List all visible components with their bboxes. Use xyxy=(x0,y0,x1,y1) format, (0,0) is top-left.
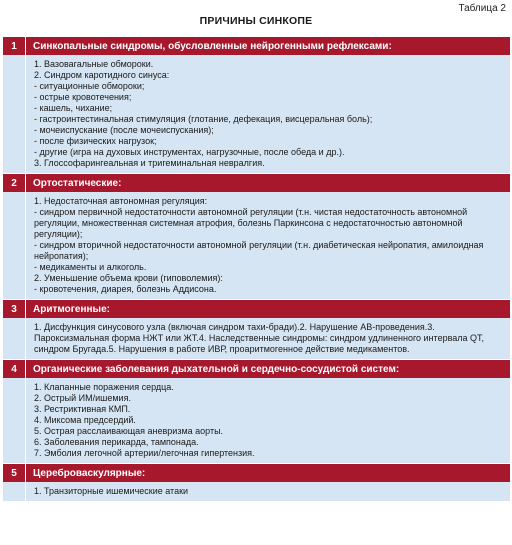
section-line: - синдром первичной недостаточности автономной регуляции (т.н. чистая недостаточность автономной регуляции, множественная системная атрофия, болезнь Паркинсона с недостаточностью автономной регуляции); xyxy=(34,207,468,239)
section-line: - другие (игра на духовых инструментах, нагрузочные, после обеда и др.). xyxy=(34,147,345,157)
section-title: Аритмогенные: xyxy=(33,303,110,315)
section-title: Ортостатические: xyxy=(33,177,122,189)
section-line: 2. Уменьшение объема крови (гиповолемия): xyxy=(34,273,223,283)
section-body xyxy=(3,192,510,299)
section-line: - после физических нагрузок; xyxy=(34,136,157,146)
section-number: 4 xyxy=(3,360,26,378)
section-header xyxy=(3,36,510,55)
section-line: 1. Вазовагальные обмороки. xyxy=(34,59,154,69)
table-title: ПРИЧИНЫ СИНКОПЕ xyxy=(199,15,313,27)
section-line: - кашель, чихание; xyxy=(34,103,113,113)
section-header xyxy=(3,359,510,378)
section-body-gutter xyxy=(3,318,26,359)
section-body xyxy=(3,482,510,501)
section-header xyxy=(3,463,510,482)
section-line: 5. Острая расслаивающая аневризма аорты. xyxy=(34,426,224,436)
section-line: 2. Синдром каротидного синуса: xyxy=(34,70,170,80)
section-line: 6. Заболевания перикарда, тампонада. xyxy=(34,437,199,447)
section-title: Синкопальные синдромы, обусловленные нейрогенными рефлексами: xyxy=(33,40,392,52)
section-line: 3. Рестриктивная КМП. xyxy=(34,404,131,414)
section-body-gutter xyxy=(3,482,26,501)
section-body-gutter xyxy=(3,55,26,173)
section-body xyxy=(3,378,510,463)
section-body-text xyxy=(26,482,510,501)
table-number-label: Таблица 2 xyxy=(458,3,506,14)
section-body-text xyxy=(26,55,510,173)
section-body-text xyxy=(26,378,510,463)
section-line: 2. Острый ИМ/ишемия. xyxy=(34,393,131,403)
section-body-text xyxy=(26,318,510,359)
section-body-gutter xyxy=(3,192,26,299)
section-title: Цереброваскулярные: xyxy=(33,467,146,479)
section-line: 3. Глоссофарингеальная и тригеминальная невралгия. xyxy=(34,158,265,168)
section-line: 4. Миксома предсердий. xyxy=(34,415,136,425)
section-body-gutter xyxy=(3,378,26,463)
section-number: 3 xyxy=(3,300,26,318)
section-line: - гастроинтестинальная стимуляция (глотание, дефекация, висцеральная боль); xyxy=(34,114,373,124)
section-line: - мочеиспускание (после мочеиспускания); xyxy=(34,125,214,135)
section-line: 1. Клапанные поражения сердца. xyxy=(34,382,174,392)
section-line: - синдром вторичной недостаточности автономной регуляции (т.н. диабетическая нейропатия, амилоидная нейропатия); xyxy=(34,240,484,261)
section-line: 1. Недостаточная автономная регуляция: xyxy=(34,196,208,206)
causes-table xyxy=(3,36,510,501)
section-line: 1. Дисфункция синусового узла (включая синдром тахи-бради).2. Нарушение АВ-проведения.3. Пароксизмальная форма НЖТ или ЖТ.4. Наследственные синдромы: синдром удлиненного интервала QT, синдром Бругада.5. Нарушения в работе ИВР, проаритмогенное действие медикаментов. xyxy=(34,322,485,354)
section-body xyxy=(3,55,510,173)
section-body xyxy=(3,318,510,359)
section-line: - кровотечения, диарея, болезнь Аддисона. xyxy=(34,284,217,294)
section-header xyxy=(3,173,510,192)
section-line: - ситуационные обмороки; xyxy=(34,81,145,91)
section-number: 1 xyxy=(3,37,26,55)
section-line: 1. Транзиторные ишемические атаки xyxy=(34,486,189,496)
section-number: 5 xyxy=(3,464,26,482)
section-title: Органические заболевания дыхательной и сердечно-сосудистой систем: xyxy=(33,363,400,375)
section-body-text xyxy=(26,192,510,299)
section-line: - медикаменты и алкоголь. xyxy=(34,262,147,272)
section-line: - острые кровотечения; xyxy=(34,92,132,102)
section-number: 2 xyxy=(3,174,26,192)
section-header xyxy=(3,299,510,318)
section-line: 7. Эмболия легочной артерии/легочная гипертензия. xyxy=(34,448,255,458)
